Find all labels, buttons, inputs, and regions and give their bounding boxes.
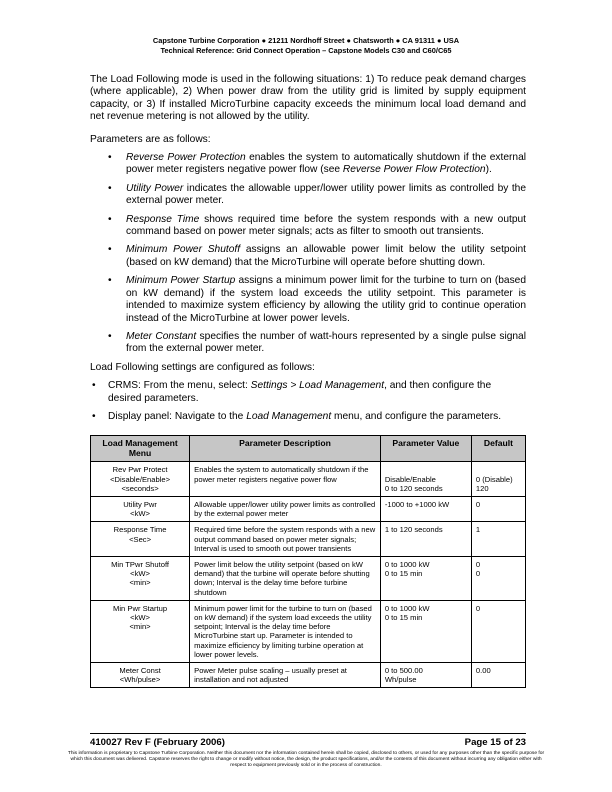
config-item: • CRMS: From the menu, select: Settings > Load Management, and then configure the desired parameters. <box>108 380 526 405</box>
table-header-row <box>91 436 526 462</box>
cell-description: Allowable upper/lower utility power limits as controlled by the external power meter <box>190 496 381 521</box>
param-item: • Reverse Power Protection enables the system to automatically shutdown if the external power meter registers negative power flow (see Reverse Power Flow Protection). <box>126 152 526 177</box>
cell-menu: Min Pwr Startup <kW> <min> <box>91 600 190 662</box>
table-row <box>91 663 526 688</box>
header-company-line: Capstone Turbine Corporation ● 21211 Nordhoff Street ● Chatsworth ● CA 91311 ● USA <box>152 36 460 45</box>
param-item: • Utility Power indicates the allowable upper/lower utility power limits as controlled by the external power meter. <box>126 183 526 208</box>
cell-default: 0 (Disable) 120 <box>471 462 525 497</box>
cell-value: 1 to 120 seconds <box>380 522 471 557</box>
cell-menu: Meter Const <Wh/pulse> <box>91 663 190 688</box>
page-header <box>0 36 612 55</box>
header-title-line: Technical Reference: Grid Connect Operation – Capstone Models C30 and C60/C65 <box>160 45 452 55</box>
cell-default: 0 <box>471 600 525 662</box>
cell-value: 0 to 500.00 Wh/pulse <box>380 663 471 688</box>
table-row <box>91 600 526 662</box>
cell-description: Required time before the system responds with a new output command based on power meter signals; Interval is used to smooth out power transients <box>190 522 381 557</box>
cell-default: 0 0 <box>471 556 525 600</box>
footer-divider <box>90 733 526 734</box>
cell-menu: Rev Pwr Protect <Disable/Enable> <seconds> <box>91 462 190 497</box>
load-management-table <box>90 435 526 688</box>
cell-value: Disable/Enable 0 to 120 seconds <box>380 462 471 497</box>
col-header-value: Parameter Value <box>380 436 471 462</box>
document-body <box>90 74 526 688</box>
cell-description: Power limit below the utility setpoint (based on kW demand) that the turbine will operate before shutting down; Interval is the delay time before turbine shutdown <box>190 556 381 600</box>
footer-doc-id: 410027 Rev F (February 2006) <box>90 737 225 748</box>
parameter-list <box>90 152 526 356</box>
table-row <box>91 522 526 557</box>
table-row <box>91 496 526 521</box>
cell-description: Power Meter pulse scaling – usually preset at installation and not adjusted <box>190 663 381 688</box>
table-row <box>91 462 526 497</box>
cell-description: Minimum power limit for the turbine to turn on (based on kW demand) if the system load exceeds the utility setpoint; Interval is the delay time before MicroTurbine start up. Parameter is intended to maximize efficiency by limiting turbine operation at lower power levels. <box>190 600 381 662</box>
cell-default: 1 <box>471 522 525 557</box>
cell-value: 0 to 1000 kW 0 to 15 min <box>380 556 471 600</box>
table-row <box>91 556 526 600</box>
param-item: • Minimum Power Shutoff assigns an allowable power limit below the utility setpoint (based on kW demand) that the MicroTurbine will operate before shutting down. <box>126 244 526 269</box>
param-item: • Response Time shows required time before the system responds with a new output command based on power meter signals; acts as filter to smooth out transients. <box>126 214 526 239</box>
config-item: • Display panel: Navigate to the Load Management menu, and configure the parameters. <box>108 411 526 423</box>
cell-menu: Utility Pwr <kW> <box>91 496 190 521</box>
param-item: • Minimum Power Startup assigns a minimum power limit for the turbine to turn on (based on kW demand) if the system load exceeds the utility setpoint. This parameter is intended to maximize system efficiency by allowing the utility grid to continue operation instead of the MicroTurbine at lower power levels. <box>126 275 526 325</box>
intro-paragraph: The Load Following mode is used in the following situations: 1) To reduce peak demand charges (where applicable), 2) When power draw from the utility grid is limited by supply equipment capacity, or 3) If installed MicroTurbine capacity exceeds the minimum local load demand and net revenue metering is not allowed by the utility. <box>90 74 526 123</box>
footer-proprietary-note: This information is proprietary to Capstone Turbine Corporation. Neither this document nor the information contained herein shall be copied, disclosed to others, or used for any purposes other than the specific purpose for which this document was delivered. Capstone reserves the right to change or modify without notice, the design, the product specifications, and/or the contents of this document without incurring any obligation either with respect to equipment previously sold or in the process of construction. <box>67 751 545 769</box>
cell-description: Enables the system to automatically shutdown if the power meter registers negative power flow <box>190 462 381 497</box>
params-heading: Parameters are as follows: <box>90 133 211 145</box>
col-header-description: Parameter Description <box>190 436 381 462</box>
param-item: • Meter Constant specifies the number of watt-hours represented by a single pulse signal from the external power meter. <box>126 331 526 356</box>
col-header-default: Default <box>471 436 525 462</box>
page-footer <box>90 737 526 748</box>
footer-page-number: Page 15 of 23 <box>464 737 526 748</box>
cell-menu: Min TPwr Shutoff <kW> <min> <box>91 556 190 600</box>
cell-value: 0 to 1000 kW 0 to 15 min <box>380 600 471 662</box>
cell-menu: Response Time <Sec> <box>91 522 190 557</box>
cell-value: -1000 to +1000 kW <box>380 496 471 521</box>
col-header-menu: Load Management Menu <box>91 436 190 462</box>
config-heading: Load Following settings are configured as follows: <box>90 361 315 373</box>
cell-default: 0.00 <box>471 663 525 688</box>
config-list <box>90 380 526 423</box>
cell-default: 0 <box>471 496 525 521</box>
